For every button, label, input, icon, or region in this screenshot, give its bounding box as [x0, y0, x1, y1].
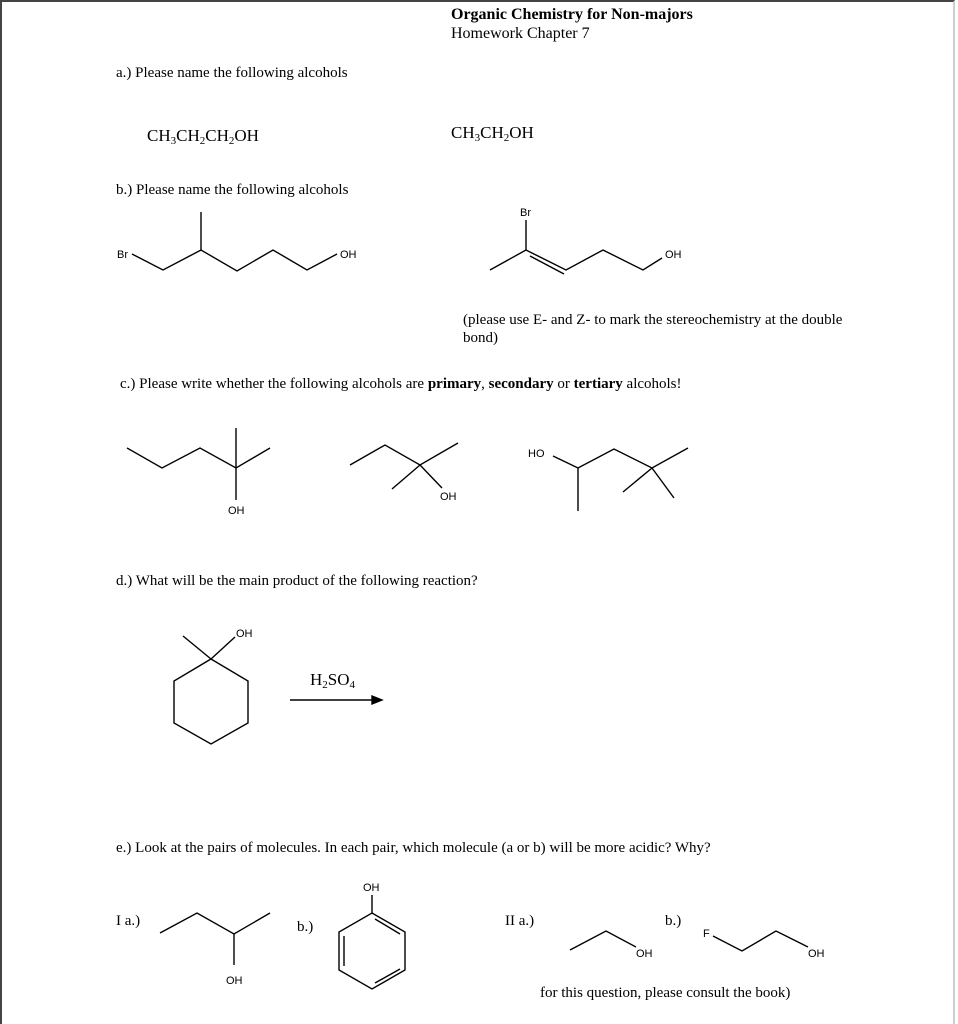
question-d-prompt: d.) What will be the main product of the following reaction?: [116, 573, 478, 589]
arrow-head: [372, 696, 382, 704]
term-tertiary: tertiary: [573, 376, 623, 392]
pair1-label: I a.): [116, 913, 141, 929]
question-e-prompt: e.) Look at the pairs of molecules. In each pair, which molecule (a or b) will be more acidic? Why?: [116, 840, 711, 856]
hydroxyl-label: OH: [440, 491, 457, 503]
carbon-chain: [490, 250, 662, 270]
formula-subscript: 2: [322, 679, 328, 691]
carbon-chain: [570, 931, 636, 950]
bromine-label: Br: [117, 249, 128, 261]
formula-part: H: [310, 670, 323, 689]
carbon-chain: [350, 443, 458, 465]
bromo-alkenol-skeletal-structure: [490, 207, 682, 274]
hydroxyl-label: OH: [226, 975, 243, 987]
hydroxyl-label: OH: [636, 948, 653, 960]
pair2-molecule-a: [570, 931, 653, 960]
reaction-arrow: [290, 696, 382, 704]
term-primary: primary: [427, 376, 482, 392]
document-subtitle: Homework Chapter 7: [451, 25, 590, 42]
footnote: for this question, please consult the book): [540, 985, 791, 1001]
hydroxyl-bond: [211, 637, 235, 659]
formula-subscript: 2: [199, 135, 206, 147]
question-a-prompt: a.) Please name the following alcohols: [116, 65, 348, 81]
formula-part: CH: [480, 123, 504, 142]
formula-part: OH: [509, 123, 534, 142]
bromo-alcohol-skeletal-structure: [117, 212, 357, 271]
hydroxyl-label: OH: [665, 249, 682, 261]
double-bond-line: [530, 256, 564, 274]
stereochemistry-note: (please use E- and Z- to mark the stereochemistry at the double bond): [463, 312, 843, 346]
question-b-prompt: b.) Please name the following alcohols: [116, 182, 349, 198]
prompt-text: alcohols!: [622, 376, 682, 392]
alcohol-c3-skeletal-structure: [528, 448, 688, 511]
methylcyclohexanol-skeletal-structure: [174, 628, 253, 744]
pair1-b-label: b.): [297, 919, 314, 935]
carbon-chain: [127, 448, 270, 468]
pair2-molecule-b: [703, 928, 825, 960]
formula-part: OH: [234, 126, 259, 145]
prompt-text: c.) Please write whether the following alcohols are: [120, 376, 428, 392]
aromatic-double-bond: [375, 969, 400, 983]
prompt-text: or: [553, 376, 574, 392]
fluorine-label: F: [703, 928, 710, 940]
formula-subscript: 2: [228, 135, 235, 147]
prompt-text: ,: [481, 376, 489, 392]
alcohol-c2-skeletal-structure: [350, 443, 458, 503]
formula-part: CH: [451, 123, 475, 142]
hydroxyl-label: OH: [340, 249, 357, 261]
carbon-chain: [713, 931, 808, 951]
formula-part: CH: [205, 126, 229, 145]
formula-part: CH: [176, 126, 200, 145]
carbon-chain: [160, 913, 270, 934]
pair1-molecule-a: [160, 913, 270, 987]
carbon-chain: [132, 250, 337, 271]
formula-part: CH: [147, 126, 171, 145]
bromine-label: Br: [520, 207, 531, 219]
methyl-branch: [392, 465, 420, 489]
methyl-branch: [652, 468, 674, 498]
hydroxyl-label: HO: [528, 448, 545, 460]
formula-subscript: 3: [170, 135, 177, 147]
formula-subscript: 3: [474, 132, 481, 144]
hydroxyl-label: OH: [808, 948, 825, 960]
pair2-label: II a.): [505, 913, 535, 929]
document-title: Organic Chemistry for Non-majors: [451, 6, 693, 23]
pair1-molecule-b-phenol: [339, 882, 405, 989]
alcohol-c1-skeletal-structure: [127, 428, 270, 517]
hydroxyl-label: OH: [236, 628, 253, 640]
hydroxyl-bond: [420, 465, 442, 488]
formula-subscript: 4: [349, 679, 356, 691]
hydroxyl-label: OH: [228, 505, 245, 517]
carbon-chain: [553, 448, 688, 468]
benzene-ring: [339, 913, 405, 989]
formula-part: SO: [327, 670, 350, 689]
formula-subscript: 2: [503, 132, 510, 144]
cyclohexane-ring: [174, 659, 248, 744]
methyl-branch: [623, 468, 652, 492]
pair2-b-label: b.): [665, 913, 682, 929]
term-secondary: secondary: [488, 376, 554, 392]
methyl-branch: [183, 636, 211, 659]
hydroxyl-label: OH: [363, 882, 380, 894]
